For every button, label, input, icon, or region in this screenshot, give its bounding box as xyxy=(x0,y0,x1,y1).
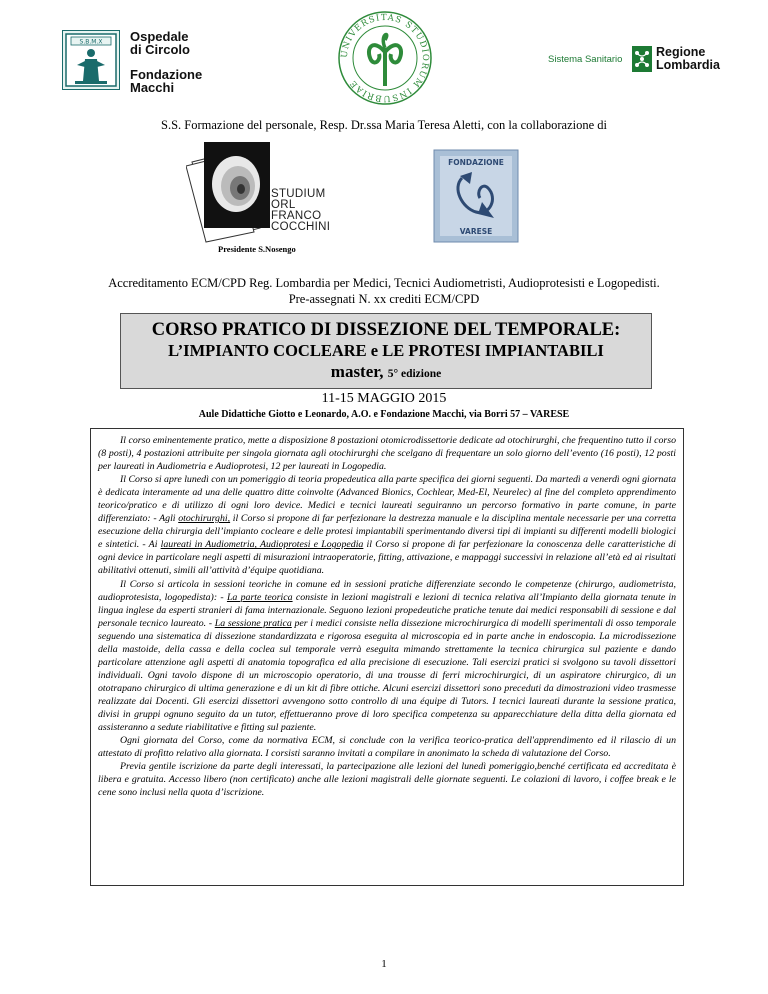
regione-lombardia-logo xyxy=(536,38,720,82)
course-title-line-2: L’IMPIANTO COCLEARE e LE PROTESI IMPIANTABILI xyxy=(168,341,604,360)
paragraph-1: Il corso eminentemente pratico, mette a disposizione 8 postazioni otomicrodissettorie dedicate ad otochirurghi, che frequentino tutto il corso (8 posti), 4 postazioni attribuite per singola giornata agli otochirurghi che scelgano di frequentare un solo giorno dell’evento (16 posti), 12 posti per laureati in Audiometria e Audioprotesi, 12 per laureati in Logopedia. xyxy=(98,435,676,473)
paragraph-5: Previa gentile iscrizione da parte degli interessati, la partecipazione alle lezioni del lunedì pomeriggio,benché certificata ed accreditata è libera e gratuita. Accesso libero (non certificato) anche alle lezioni magistrali delle giornate seguenti. Le colazioni di lavoro, i coffee break e le cene sono inclusi nella quota d’iscrizione. xyxy=(98,761,676,799)
ospedale-name-1: Ospedale xyxy=(130,29,189,44)
accreditation-line-1: Accreditamento ECM/CPD Reg. Lombardia per Medici, Tecnici Audiometristi, Audioprotesisti e Logopedisti. xyxy=(108,276,660,290)
svg-text:S.B.M.X: S.B.M.X xyxy=(79,38,103,46)
course-description xyxy=(98,434,676,799)
ospedale-name-3: Fondazione xyxy=(130,67,203,82)
studium-line-1: STUDIUM xyxy=(271,188,326,200)
intro-line: S.S. Formazione del personale, Resp. Dr.ssa Maria Teresa Aletti, con la collaborazione di xyxy=(161,118,607,132)
university-logo xyxy=(335,8,435,108)
regione-label: Regione xyxy=(656,45,706,59)
course-title-box xyxy=(120,313,652,389)
edition-label: 5° edizione xyxy=(387,368,442,380)
studium-line-4: COCCHINI xyxy=(271,221,331,233)
sistema-sanitario-label: Sistema Sanitario xyxy=(548,54,623,65)
svg-text:VARESE: VARESE xyxy=(459,227,493,236)
fondazione-audiologica-logo xyxy=(432,148,520,244)
paragraph-2: Il Corso si apre lunedì con un pomeriggio di teoria propedeutica alla parte specifica dei giorni seguenti. Da martedì a venerdì ogni giornata è dedicata interamente ad una delle quattro ditte coinvolte (Advanced Bionics, Cochlear, Med-El, Neurelec) al fine del completo apprendimento teorico/pratico e di utilizzo di ogni loro device. Medici e tecnici laureati seguiranno un percorso formativo in parte comune, in parte differenziato: - Agli otochirurghi, il Corso si propone di far perfezionare la destrezza manuale e la disciplina mentale necessarie per una corretta esecuzione della chirurgia dell’impianto cocleare e delle protesi impiantabili sperimentando diversi tipi di impianti su differenti modelli biologici e sintetici. - Ai laureati in Audiometria, Audioprotesi e Logopedia il Corso si propone di far perfezionare la conoscenza delle caratteristiche di ogni device in particolare negli aspetti di misurazioni intraoperatorie, fitting, attivazione, e mappaggi successivi in relazione all’età ed ai risultati abilitativi ottenuti, simili all’attività d’équipe quotidiana. xyxy=(98,474,677,577)
master-label: master, xyxy=(330,362,384,381)
paragraph-4: Ogni giornata del Corso, come da normativa ECM, si conclude con la verifica teorico-pratica dell'apprendimento ed il rilascio di un attestato di profitto relativo alla giornata. I corsisti saranno invitati a compilare in anonimato la scheda di valutazione del Corso. xyxy=(98,735,676,760)
page-number: 1 xyxy=(381,958,387,970)
studium-line-3: FRANCO xyxy=(271,210,322,222)
fondazione-seal-icon xyxy=(432,148,520,244)
ospedale-logo xyxy=(58,28,228,98)
course-location: Aule Didattiche Giotto e Leonardo, A.O. e Fondazione Macchi, via Borri 57 – VARESE xyxy=(198,409,570,420)
svg-text:FONDAZIONE: FONDAZIONE xyxy=(448,158,504,167)
studium-line-2: ORL xyxy=(271,199,296,211)
shell-icon xyxy=(186,142,276,246)
paragraph-3: Il Corso si articola in sessioni teoriche in comune ed in sessioni pratiche differenziate secondo le competenze (chirurgo, audiometrista, audioprotesista, logopedista): - La parte teorica consiste in lezioni magistrali e lezioni di tecnica relativa all’Impianto della giornata tenute in lingua inglese da esperti stranieri di fama internazionale. Seguono lezioni propedeutiche pratiche tenute dai medici responsabili di sessione e dal personale tecnico laureato. - La sessione pratica per i medici consiste nella dissezione microchirurgica di modelli sperimentali di osso temporale seguendo una sistematica di dissezione standardizzata e rigorosa eseguita al microscopia ed in parte anche in endoscopia. La microdissezione della mastoide, della cassa e della coclea sul temporale verrà eseguita mimando strettamente la tecnica chirurgica sul paziente e dando particolare attenzione agli aspetti di anatomia topografica ed alla precisione di esecuzione. Tali esercizi pratici si svolgono su tavoli dissettori individuali. Ogni tavolo dispone di un microscopio operatorio, di una trousse di ferri microchirurgici, di un aspiratore chirurgico, di un ototrapano chirurgico di ultima generazione e di un kit di fibre ottiche. Alcuni esercizi dissettori sono preceduti da dimostrazioni video trasmesse realizzate dai Docenti. Gli esercizi dissettori avvengono sotto controllo di una équipe di Tutors. I tecnici laureati durante la sessione pratica, divisi in gruppi ognuno seguito da un tutor, effettueranno prove di loro specifica competenza su apparecchiature della ditta della giornata ed assisteranno a sedute riabilitative e fitting sul paziente. xyxy=(98,578,676,734)
university-seal-icon xyxy=(335,8,435,108)
ospedale-name-4: Macchi xyxy=(130,80,175,95)
course-title-line-3 xyxy=(121,362,651,382)
lombardia-label: Lombardia xyxy=(656,58,720,72)
studium-orl-logo xyxy=(186,142,406,246)
svg-text:UNIVERSITAS STUDIORUM INSUBRIA: UNIVERSITAS STUDIORUM INSUBRIAE xyxy=(339,12,431,104)
rosa-camuna-icon xyxy=(632,46,652,72)
course-dates: 11-15 MAGGIO 2015 xyxy=(321,391,447,406)
ospedale-seal-icon xyxy=(62,30,120,90)
course-title-line-1: CORSO PRATICO DI DISSEZIONE DEL TEMPORALE: xyxy=(151,320,621,340)
ospedale-name-2: di Circolo xyxy=(130,42,190,57)
accreditation-line-2: Pre-assegnati N. xx crediti ECM/CPD xyxy=(288,292,480,306)
presidente-label: Presidente S.Nosengo xyxy=(218,244,296,254)
course-description-box xyxy=(90,428,684,886)
